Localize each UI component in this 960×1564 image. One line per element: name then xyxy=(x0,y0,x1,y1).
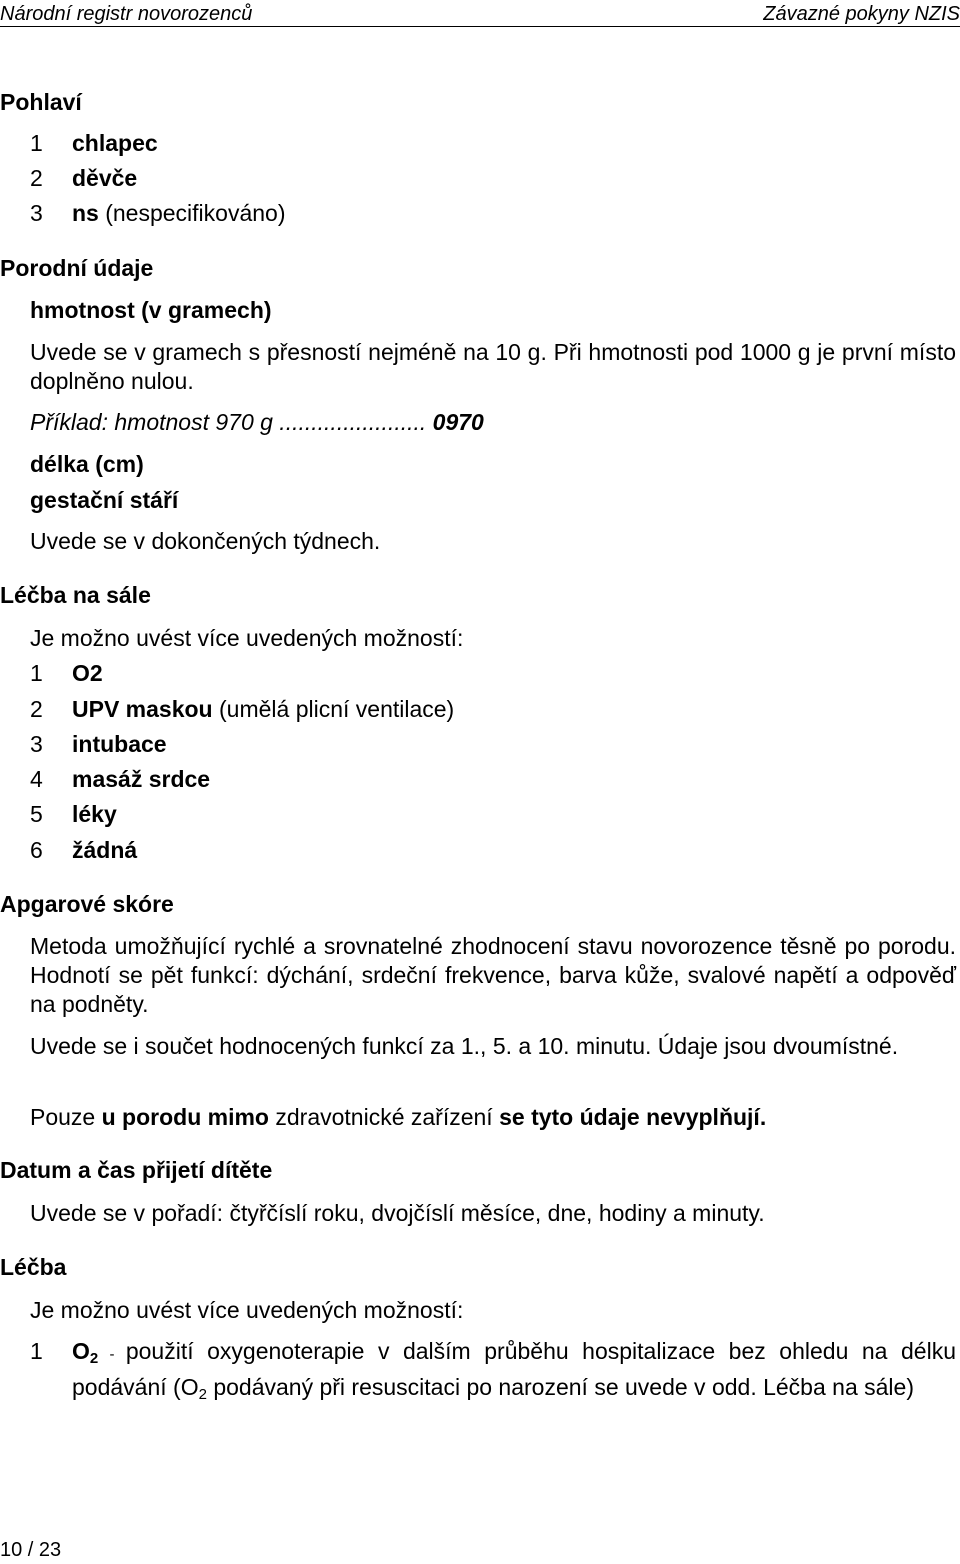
section-heading-pohlavi: Pohlaví xyxy=(0,89,82,115)
list-item: 6 žádná xyxy=(30,837,138,863)
section-heading-lecba-sal: Léčba na sále xyxy=(0,582,151,608)
list-item: 1 chlapec xyxy=(30,130,158,156)
header-right: Závazné pokyny NZIS xyxy=(763,3,960,25)
field-label-delka: délka (cm) xyxy=(30,451,144,477)
section-heading-apgar: Apgarové skóre xyxy=(0,891,174,917)
list-item: 4 masáž srdce xyxy=(30,766,211,792)
field-label-hmotnost: hmotnost (v gramech) xyxy=(30,297,272,323)
list-item: $O_2$ - použití oxygenoterapie v dalším průběhu hospitalizace bez ohledu na délku podávání ($O_2$ podávaný při resuscitaci po narození se uvede v odd. Léčba na sále) xyxy=(72,1338,956,1403)
paragraph-datum: Uvede se v pořadí: čtyřčíslí roku, dvojčíslí měsíce, dne, hodiny a minuty. xyxy=(30,1200,765,1226)
example-line: Příklad: hmotnost 970 g ....................... 0970 xyxy=(30,409,484,435)
list-item-number: 1 xyxy=(30,1338,43,1364)
section-heading-porodni: Porodní údaje xyxy=(0,255,154,281)
header-left: Národní registr novorozenců xyxy=(0,3,253,25)
list-item: 3 ns (nespecifikováno) xyxy=(30,200,286,226)
page-number: 10 / 23 xyxy=(0,1539,62,1561)
list-item: 3 intubace xyxy=(30,731,167,757)
paragraph-hmotnost: Uvede se v gramech s přesností nejméně na 10 g. Při hmotnosti pod 1000 g je první místo doplněno nulou. xyxy=(30,339,956,394)
list-item: 1 O2 xyxy=(30,660,103,686)
list-item: 2 UPV maskou (umělá plicní ventilace) xyxy=(30,696,455,722)
header-rule xyxy=(0,26,960,27)
list-item: 2 děvče xyxy=(30,165,138,191)
section-heading-datum: Datum a čas přijetí dítěte xyxy=(0,1157,273,1183)
paragraph-apgar-1: Metoda umožňující rychlé a srovnatelné zhodnocení stavu novorozence těsně po porodu. Hodnotí se pět funkcí: dýchání, srdeční frekvence, barva kůže, svalové napětí a odpověď na podněty. xyxy=(30,933,956,1017)
intro-text: Je možno uvést více uvedených možností: xyxy=(30,625,464,651)
list-item: 5 léky xyxy=(30,801,117,827)
paragraph-apgar-2: Uvede se i součet hodnocených funkcí za 1., 5. a 10. minutu. Údaje jsou dvoumístné. xyxy=(30,1033,899,1059)
field-label-gestacni: gestační stáří xyxy=(30,487,179,513)
paragraph-gestacni: Uvede se v dokončených týdnech. xyxy=(30,528,381,554)
section-heading-lecba: Léčba xyxy=(0,1254,67,1280)
paragraph-apgar-3: Pouze u porodu mimo zdravotnické zařízení se tyto údaje nevyplňují. xyxy=(30,1104,767,1130)
intro-text: Je možno uvést více uvedených možností: xyxy=(30,1297,464,1323)
